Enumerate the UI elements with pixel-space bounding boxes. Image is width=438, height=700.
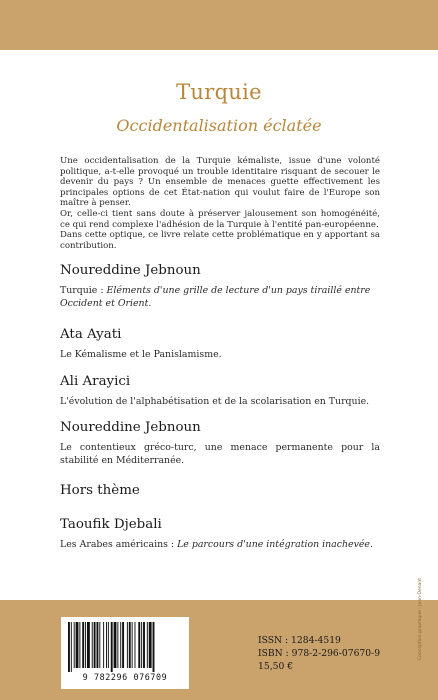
barcode-bar bbox=[71, 622, 72, 672]
barcode-bar bbox=[87, 622, 90, 668]
barcode-bar bbox=[127, 622, 128, 668]
catalog-entry bbox=[60, 517, 380, 551]
design-credit: Conception graphique : Jean-Denant bbox=[418, 578, 423, 660]
blurb-paragraph: Une occidentalisation de la Turquie kémaliste, issue d'une volonté politique, a-t-elle provoqué un trouble identitaire risquant de secouer le devenir du pays ? Un ensemble de menaces guette effectivement les principales options de cet État-nation qui voulut faire de l'Europe son maître à penser. bbox=[60, 156, 380, 209]
price-label: 15,50 € bbox=[258, 661, 294, 672]
entry-author: Ata Ayati bbox=[60, 327, 122, 342]
catalog-entry bbox=[60, 420, 380, 467]
blurb-paragraph: Or, celle-ci tient sans doute à préserver jalousement son homogénéité, ce qui rend complexe l'adhésion de la Turquie à l'entité pan-européenne. bbox=[60, 208, 380, 230]
issn-label: ISSN : 1284-4519 bbox=[258, 635, 341, 646]
barcode-bar bbox=[132, 622, 133, 668]
entry-author: Noureddine Jebnoun bbox=[60, 263, 201, 278]
entry-work: Le Kémalisme et le Panislamisme. bbox=[60, 349, 222, 360]
barcode-bar bbox=[103, 622, 104, 668]
hors-theme-heading: Hors thème bbox=[60, 483, 140, 498]
barcode-bar bbox=[82, 622, 84, 668]
barcode-bar bbox=[92, 622, 93, 668]
barcode-bar bbox=[143, 622, 145, 668]
section-heading bbox=[60, 483, 380, 498]
barcode-bar bbox=[149, 622, 152, 668]
barcode-bars bbox=[66, 622, 184, 672]
barcode-bar bbox=[129, 622, 131, 668]
barcode-bar bbox=[122, 622, 124, 668]
entry-work: Le contentieux gréco-turc, une menace permanente pour la stabilité en Méditerranée. bbox=[60, 442, 380, 466]
barcode-bar bbox=[79, 622, 80, 668]
back-cover-blurb bbox=[60, 156, 380, 251]
entry-author: Taoufik Djebali bbox=[60, 517, 162, 532]
entry-work bbox=[60, 538, 380, 551]
barcode-bar bbox=[111, 622, 113, 672]
entry-work-prefix: Turquie : bbox=[60, 285, 107, 296]
barcode-bar bbox=[97, 622, 99, 668]
catalog-entry bbox=[60, 374, 380, 408]
barcode-bar bbox=[147, 622, 148, 668]
barcode-bar bbox=[106, 622, 107, 668]
entry-work-prefix: Les Arabes américains : bbox=[60, 539, 178, 550]
barcode bbox=[61, 617, 189, 689]
top-color-band bbox=[0, 0, 438, 50]
catalog-entry bbox=[60, 263, 380, 310]
barcode-bar bbox=[99, 622, 100, 668]
entry-work-italic: Le parcours d'une intégration inachevée. bbox=[177, 539, 373, 550]
barcode-bar bbox=[68, 622, 70, 672]
barcode-digits: 9 782296 076709 bbox=[82, 672, 168, 682]
isbn-label: ISBN : 978-2-296-07670-9 bbox=[258, 648, 381, 659]
barcode-bar bbox=[85, 622, 86, 668]
barcode-bar bbox=[138, 622, 140, 668]
barcode-bar bbox=[120, 622, 121, 668]
barcode-bar bbox=[117, 622, 118, 668]
entry-work bbox=[60, 284, 380, 310]
blurb-paragraph: Dans cette optique, ce livre relate cette problématique en y apportant sa contribution. bbox=[60, 230, 380, 251]
isbn-block bbox=[258, 634, 380, 673]
barcode-bar bbox=[74, 622, 75, 668]
barcode-bar bbox=[114, 622, 117, 668]
cover-subtitle: Occidentalisation éclatée bbox=[116, 116, 322, 135]
catalog-entry bbox=[60, 327, 380, 361]
cover-title: Turquie bbox=[176, 80, 262, 104]
entry-author: Ali Arayici bbox=[60, 374, 131, 389]
barcode-bar bbox=[76, 622, 79, 668]
barcode-bar bbox=[141, 622, 142, 668]
barcode-bar bbox=[153, 622, 155, 672]
barcode-bar bbox=[108, 622, 109, 668]
entry-work-italic: Eléments d'une grille de lecture d'un pays tiraillé entre Occident et Orient. bbox=[60, 285, 371, 309]
barcode-bar bbox=[94, 622, 96, 668]
barcode-bar bbox=[135, 622, 136, 668]
entry-work: L'évolution de l'alphabétisation et de la scolarisation en Turquie. bbox=[60, 396, 370, 407]
entry-author: Noureddine Jebnoun bbox=[60, 420, 201, 435]
